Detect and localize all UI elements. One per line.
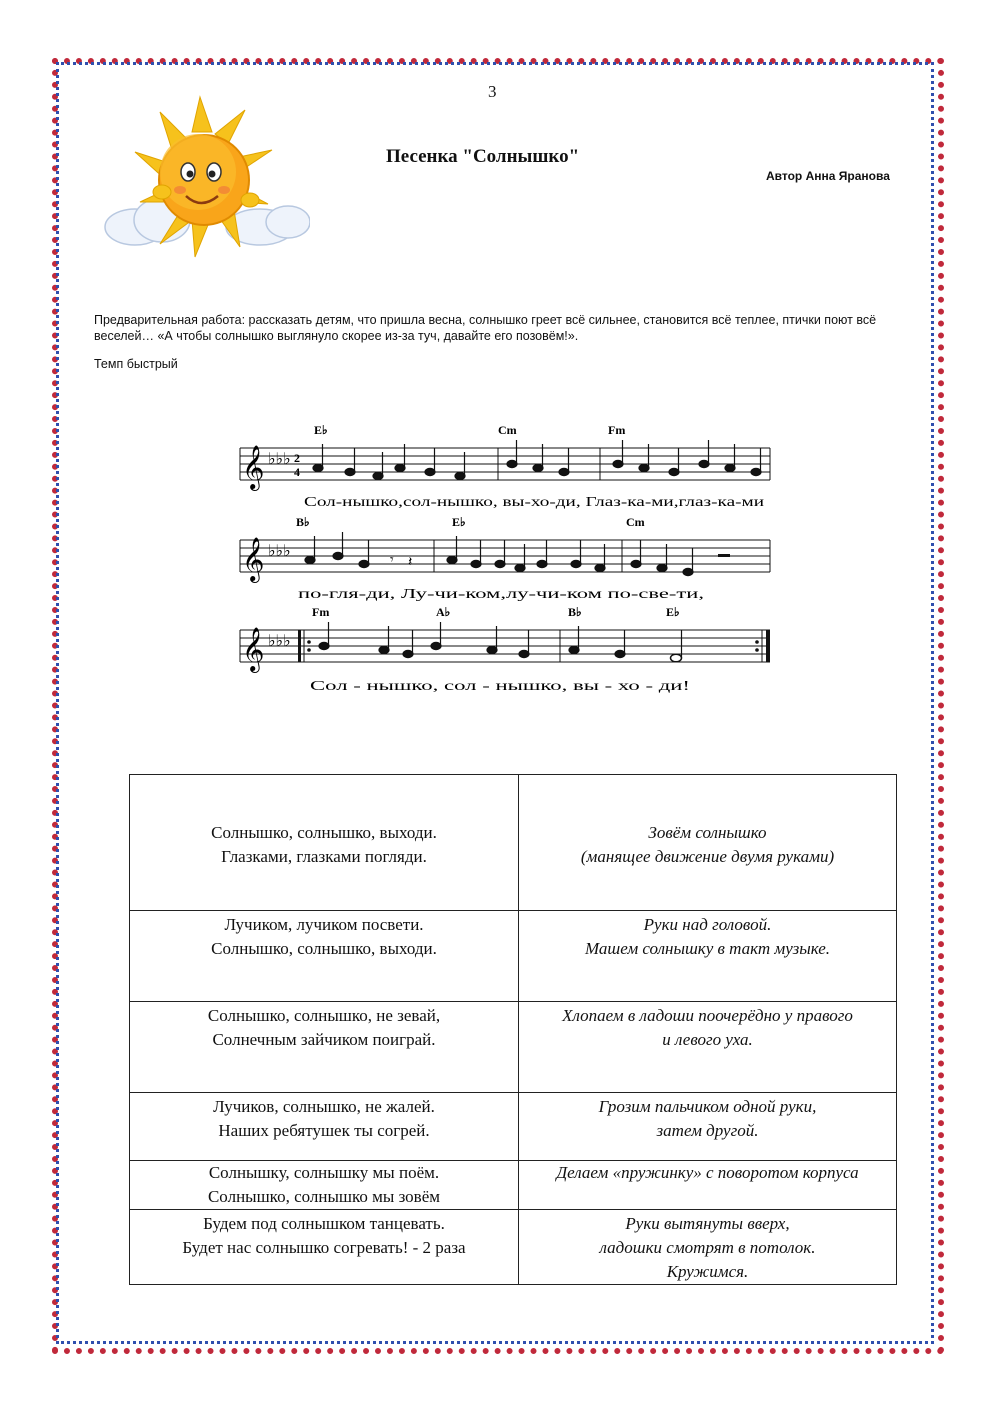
action-line: Грозим пальчиком одной руки, (598, 1097, 817, 1116)
table-row (130, 1002, 897, 1093)
action-line: Кружимся. (666, 1262, 749, 1281)
treble-clef: 𝄞 (242, 447, 265, 489)
action-cell (519, 775, 897, 911)
action-line: затем другой. (656, 1121, 759, 1140)
staff-row-1 (240, 423, 770, 509)
action-line: Руки вытянуты вверх, (625, 1214, 790, 1233)
lyrics-line: Сол-нышко,сол-нышко, вы-хо-ди, Глаз-ка-ми,глаз-ка-ми (304, 494, 764, 509)
action-line: Зовём солнышко (648, 823, 767, 842)
lyrics-line: Будем под солнышком танцевать. (203, 1214, 445, 1233)
action-line: (манящее движение двумя руками) (580, 847, 835, 866)
lyrics-cell (130, 1093, 519, 1161)
time-signature: 2 (294, 451, 300, 465)
table-row (130, 1093, 897, 1161)
action-line: и левого уха. (662, 1030, 753, 1049)
lyrics-line: Глазками, глазками погляди. (221, 847, 427, 866)
chord-symbol: A♭ (436, 605, 451, 619)
chord-symbol: E♭ (666, 605, 680, 619)
page-number: 3 (488, 82, 497, 101)
action-cell (519, 1161, 897, 1210)
svg-text:𝄞: 𝄞 (242, 629, 265, 671)
lyrics-line: Солнышко, солнышко, выходи. (211, 939, 437, 958)
svg-text:♭♭♭: ♭♭♭ (268, 633, 291, 650)
action-line: ладошки смотрят в потолок. (599, 1238, 816, 1257)
lyrics-actions-table (129, 774, 897, 1285)
svg-text:𝄞: 𝄞 (242, 539, 265, 581)
action-cell (519, 911, 897, 1002)
table-row (130, 1161, 897, 1210)
lyrics-line: Солнечным зайчиком поиграй. (212, 1030, 436, 1049)
action-line: Делаем «пружинку» с поворотом корпуса (556, 1163, 859, 1182)
action-cell (519, 1093, 897, 1161)
action-cell (519, 1210, 897, 1285)
lyrics-line: Солнышко, солнышко, выходи. (211, 823, 437, 842)
chord-symbol: E♭ (452, 515, 466, 529)
chord-symbol: B♭ (296, 515, 310, 529)
lyrics-line: Наших ребятушек ты согрей. (218, 1121, 430, 1140)
svg-text:4: 4 (294, 465, 300, 479)
lyrics-cell (130, 1002, 519, 1093)
lyrics-line: Лучиков, солнышко, не жалей. (213, 1097, 435, 1116)
lyrics-line: Солнышко, солнышко, не зевай, (207, 1006, 441, 1025)
lyrics-cell (130, 775, 519, 911)
table-row (130, 775, 897, 911)
svg-text:𝄽: 𝄽 (408, 555, 413, 570)
svg-text:♭♭♭: ♭♭♭ (268, 543, 291, 560)
chord-symbol: Cm (498, 423, 517, 437)
action-line: Руки над головой. (643, 915, 772, 934)
chord-symbol: B♭ (568, 605, 582, 619)
table-row (130, 911, 897, 1002)
table-row (130, 1210, 897, 1285)
lyrics-line: Лучиком, лучиком посвети. (224, 915, 424, 934)
tempo-note: Темп быстрый (94, 357, 178, 371)
action-line: Машем солнышку в такт музыке. (584, 939, 831, 958)
chord-symbol: Fm (312, 605, 330, 619)
chord-symbol: Fm (608, 423, 626, 437)
staff-row-2 (240, 515, 770, 601)
svg-text:𝄾: 𝄾 (390, 553, 394, 568)
lyrics-cell (130, 911, 519, 1002)
lyrics-line: Сол - нышко, сол - нышко, вы - хо - ди! (310, 678, 690, 693)
intro-paragraph: Предварительная работа: рассказать детям, что пришла весна, солнышко греет всё сильнее, становится всё теплее, птички поют всё веселей… «А чтобы солнышко выглянуло скорее из-за туч, давайте его позовём!». (94, 313, 877, 343)
key-signature-flats: ♭♭♭ (268, 451, 291, 468)
lyrics-line: Будет нас солнышко согревать! - 2 раза (182, 1238, 466, 1257)
lyrics-cell (130, 1210, 519, 1285)
page-title: Песенка "Солнышко" (386, 146, 580, 167)
action-line: Хлопаем в ладоши поочерёдно у правого (562, 1006, 853, 1025)
lyrics-line: Солнышко, солнышко мы зовём (207, 1187, 441, 1206)
sun-illustration (100, 92, 310, 262)
chord-symbol: E♭ (314, 423, 328, 437)
music-score (230, 418, 790, 708)
author-line: Автор Анна Яранова (766, 169, 890, 183)
lyrics-line: по-гля-ди, Лу-чи-ком,лу-чи-ком по-све-ти, (298, 586, 704, 601)
chord-symbol: Cm (626, 515, 645, 529)
staff-row-3 (240, 605, 770, 693)
action-cell (519, 1002, 897, 1093)
lyrics-line: Солнышку, солнышку мы поём. (208, 1163, 440, 1182)
lyrics-cell (130, 1161, 519, 1210)
